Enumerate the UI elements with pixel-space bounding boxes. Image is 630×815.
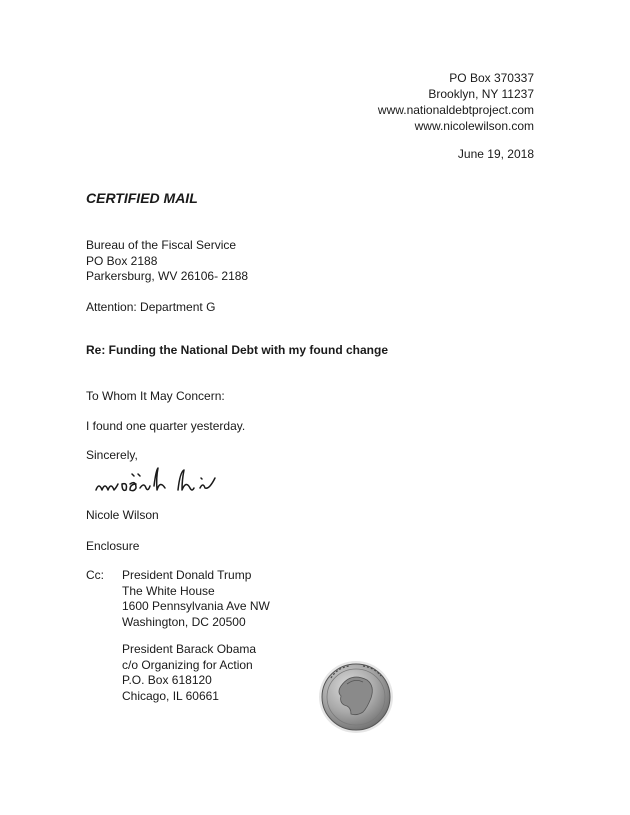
recipient-line: Parkersburg, WV 26106- 2188 — [86, 269, 249, 283]
signature-image — [92, 466, 232, 502]
cc-line: President Barack Obama — [122, 642, 257, 656]
cc-line: 1600 Pennsylvania Ave NW — [122, 599, 270, 613]
attention-line: Attention: Department G — [86, 300, 216, 314]
closing: Sincerely, — [86, 448, 138, 462]
letter-date: June 19, 2018 — [457, 147, 534, 161]
cc-line: Washington, DC 20500 — [122, 614, 246, 629]
enclosure-note: Enclosure — [86, 539, 140, 553]
sender-address-line: Brooklyn, NY 11237 — [428, 87, 534, 101]
cc-label: Cc: — [86, 568, 104, 582]
subject-line: Re: Funding the National Debt with my found change — [86, 343, 388, 357]
recipient-line: PO Box 2188 — [86, 253, 158, 268]
sender-website[interactable]: www.nationaldebtproject.com — [377, 103, 534, 117]
cc-line: c/o Organizing for Action — [122, 657, 253, 672]
cc-line: The White House — [122, 583, 215, 598]
cc-line: Chicago, IL 60661 — [122, 688, 219, 703]
recipient-line: Bureau of the Fiscal Service — [86, 238, 237, 252]
cc-recipient — [122, 642, 256, 704]
cc-line: President Donald Trump — [122, 568, 252, 582]
signer-name: Nicole Wilson — [86, 508, 159, 522]
sender-address-line: PO Box 370337 — [449, 71, 534, 85]
salutation: To Whom It May Concern: — [86, 389, 225, 403]
sender-address — [378, 70, 534, 134]
certified-mail-heading: CERTIFIED MAIL — [86, 190, 198, 206]
sender-website[interactable]: www.nicolewilson.com — [414, 119, 534, 133]
body-text: I found one quarter yesterday. — [86, 419, 246, 433]
cc-line: P.O. Box 618120 — [122, 673, 212, 687]
quarter-coin-image — [311, 656, 401, 738]
recipient-address — [86, 238, 248, 285]
cc-recipient — [122, 568, 270, 630]
